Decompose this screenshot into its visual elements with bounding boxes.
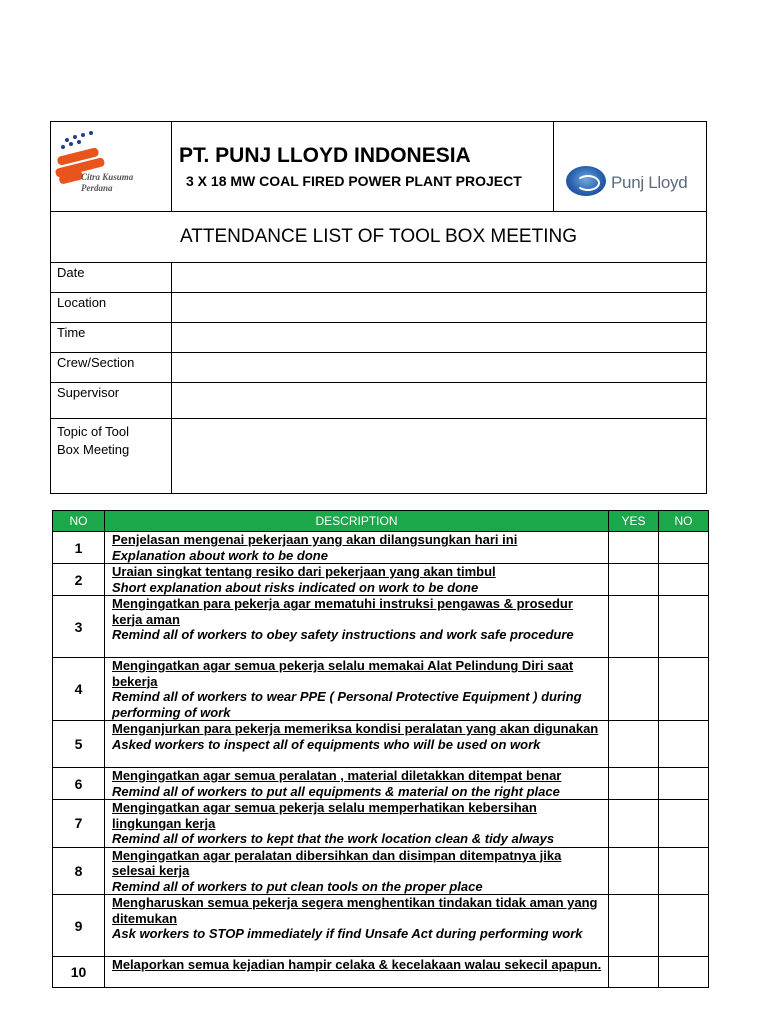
item-description	[105, 895, 609, 957]
field-row-topic	[51, 418, 706, 493]
field-label-line2: Box Meeting	[57, 442, 130, 457]
field-label: Date	[57, 265, 85, 280]
time-field[interactable]	[171, 323, 706, 352]
company-name: PT. PUNJ LLOYD INDONESIA	[179, 144, 471, 167]
field-label: Crew/Section	[57, 355, 135, 370]
item-text-indonesian: Mengharuskan semua pekerja segera menghentikan tindakan tidak aman yang ditemukan	[112, 895, 598, 926]
no-checkbox-cell[interactable]	[659, 847, 709, 895]
item-description	[105, 957, 609, 988]
item-description	[105, 847, 609, 895]
logo-text	[81, 172, 133, 194]
yes-checkbox-cell[interactable]	[609, 768, 659, 800]
item-description	[105, 532, 609, 564]
topic-field[interactable]	[171, 419, 706, 493]
item-description	[105, 768, 609, 800]
item-description	[105, 596, 609, 658]
checklist-header-row	[53, 511, 709, 532]
no-checkbox-cell[interactable]	[659, 596, 709, 658]
item-text-english: Short explanation about risks indicated on work to be done	[112, 579, 479, 595]
item-text-indonesian: Melaporkan semua kejadian hampir celaka & kecelakaan walau sekecil apapun.	[112, 957, 602, 972]
header-no-answer: NO	[659, 511, 709, 532]
no-checkbox-cell[interactable]	[659, 957, 709, 988]
item-number: 1	[53, 532, 105, 564]
header-description: DESCRIPTION	[105, 511, 609, 532]
form-title: ATTENDANCE LIST OF TOOL BOX MEETING	[180, 226, 577, 247]
form-header	[50, 121, 707, 494]
item-text-indonesian: Mengingatkan para pekerja agar mematuhi instruksi pengawas & prosedur kerja aman	[112, 596, 573, 627]
no-checkbox-cell[interactable]	[659, 658, 709, 721]
item-number: 3	[53, 596, 105, 658]
item-description	[105, 721, 609, 768]
item-text-indonesian: Mengingatkan agar semua pekerja selalu memakai Alat Pelindung Diri saat bekerja	[112, 658, 574, 689]
item-number: 9	[53, 895, 105, 957]
location-field[interactable]	[171, 293, 706, 322]
form-title-cell	[51, 211, 706, 262]
field-label	[57, 423, 129, 459]
item-text-english: Explanation about work to be done	[112, 547, 328, 563]
item-number: 2	[53, 564, 105, 596]
field-label-line1: Topic of Tool	[57, 424, 130, 439]
yes-checkbox-cell[interactable]	[609, 957, 659, 988]
yes-checkbox-cell[interactable]	[609, 532, 659, 564]
table-row	[53, 564, 709, 596]
yes-checkbox-cell[interactable]	[609, 800, 659, 848]
item-number: 5	[53, 721, 105, 768]
item-text-english: Remind all of workers to wear PPE ( Personal Protective Equipment ) during performing of work	[112, 689, 582, 720]
yes-checkbox-cell[interactable]	[609, 596, 659, 658]
item-text-english: Remind all of workers to kept that the work location clean & tidy always	[112, 831, 555, 846]
item-description	[105, 800, 609, 848]
item-text-english: Asked workers to inspect all of equipments who will be used on work	[112, 736, 541, 752]
no-checkbox-cell[interactable]	[659, 564, 709, 596]
table-row	[53, 658, 709, 721]
yes-checkbox-cell[interactable]	[609, 847, 659, 895]
no-checkbox-cell[interactable]	[659, 895, 709, 957]
item-text-indonesian: Menganjurkan para pekerja memeriksa kondisi peralatan yang akan digunakan	[112, 721, 599, 736]
item-text-english: Ask workers to STOP immediately if find Unsafe Act during performing work	[112, 926, 583, 941]
yes-checkbox-cell[interactable]	[609, 658, 659, 721]
table-row	[53, 895, 709, 957]
logo-text-line2: Perdana	[81, 183, 113, 193]
field-label: Location	[57, 295, 107, 310]
header-no: NO	[53, 511, 105, 532]
table-row	[53, 532, 709, 564]
no-checkbox-cell[interactable]	[659, 800, 709, 848]
no-checkbox-cell[interactable]	[659, 721, 709, 768]
item-text-english: Remind all of workers to obey safety instructions and work safe procedure	[112, 627, 574, 642]
field-row-time	[51, 322, 706, 352]
yes-checkbox-cell[interactable]	[609, 895, 659, 957]
item-text-indonesian: Penjelasan mengenai pekerjaan yang akan dilangsungkan hari ini	[112, 532, 518, 547]
supervisor-field[interactable]	[171, 383, 706, 418]
item-number: 8	[53, 847, 105, 895]
logo-text-line1: Citra Kusuma	[81, 172, 134, 182]
field-row-crew-section	[51, 352, 706, 382]
no-checkbox-cell[interactable]	[659, 768, 709, 800]
table-row	[53, 800, 709, 848]
item-text-english: Remind all of workers to put clean tools on the proper place	[112, 878, 483, 894]
punj-lloyd-logo	[554, 122, 706, 211]
no-checkbox-cell[interactable]	[659, 532, 709, 564]
item-text-english: Remind all of workers to put all equipments & material on the right place	[112, 783, 560, 799]
table-row	[53, 768, 709, 800]
citra-kusuma-perdana-logo	[51, 122, 172, 211]
item-text-indonesian: Uraian singkat tentang resiko dari pekerjaan yang akan timbul	[112, 564, 496, 579]
item-text-indonesian: Mengingatkan agar semua peralatan , material diletakkan ditempat benar	[112, 768, 562, 783]
table-row	[53, 596, 709, 658]
crew-section-field[interactable]	[171, 353, 706, 382]
item-text-indonesian: Mengingatkan agar semua pekerja selalu memperhatikan kebersihan lingkungan kerja	[112, 800, 537, 831]
item-number: 7	[53, 800, 105, 848]
field-row-date	[51, 262, 706, 292]
punj-lloyd-logo-text: Punj Lloyd	[611, 173, 688, 192]
field-row-location	[51, 292, 706, 322]
item-description	[105, 564, 609, 596]
field-label: Supervisor	[57, 385, 120, 400]
item-number: 4	[53, 658, 105, 721]
table-row	[53, 957, 709, 988]
checklist-table	[52, 510, 709, 988]
field-row-supervisor	[51, 382, 706, 418]
table-row	[53, 721, 709, 768]
yes-checkbox-cell[interactable]	[609, 564, 659, 596]
item-description	[105, 658, 609, 721]
field-label: Time	[57, 325, 86, 340]
punj-lloyd-emblem-icon	[566, 166, 606, 196]
project-name: 3 X 18 MW COAL FIRED POWER PLANT PROJECT	[186, 173, 522, 189]
item-text-indonesian: Mengingatkan agar peralatan dibersihkan dan disimpan ditempatnya jika selesai kerja	[112, 847, 562, 878]
date-field[interactable]	[171, 263, 706, 292]
yes-checkbox-cell[interactable]	[609, 721, 659, 768]
item-number: 10	[53, 957, 105, 988]
header-yes: YES	[609, 511, 659, 532]
title-cell	[171, 122, 554, 211]
table-row	[53, 847, 709, 895]
item-number: 6	[53, 768, 105, 800]
